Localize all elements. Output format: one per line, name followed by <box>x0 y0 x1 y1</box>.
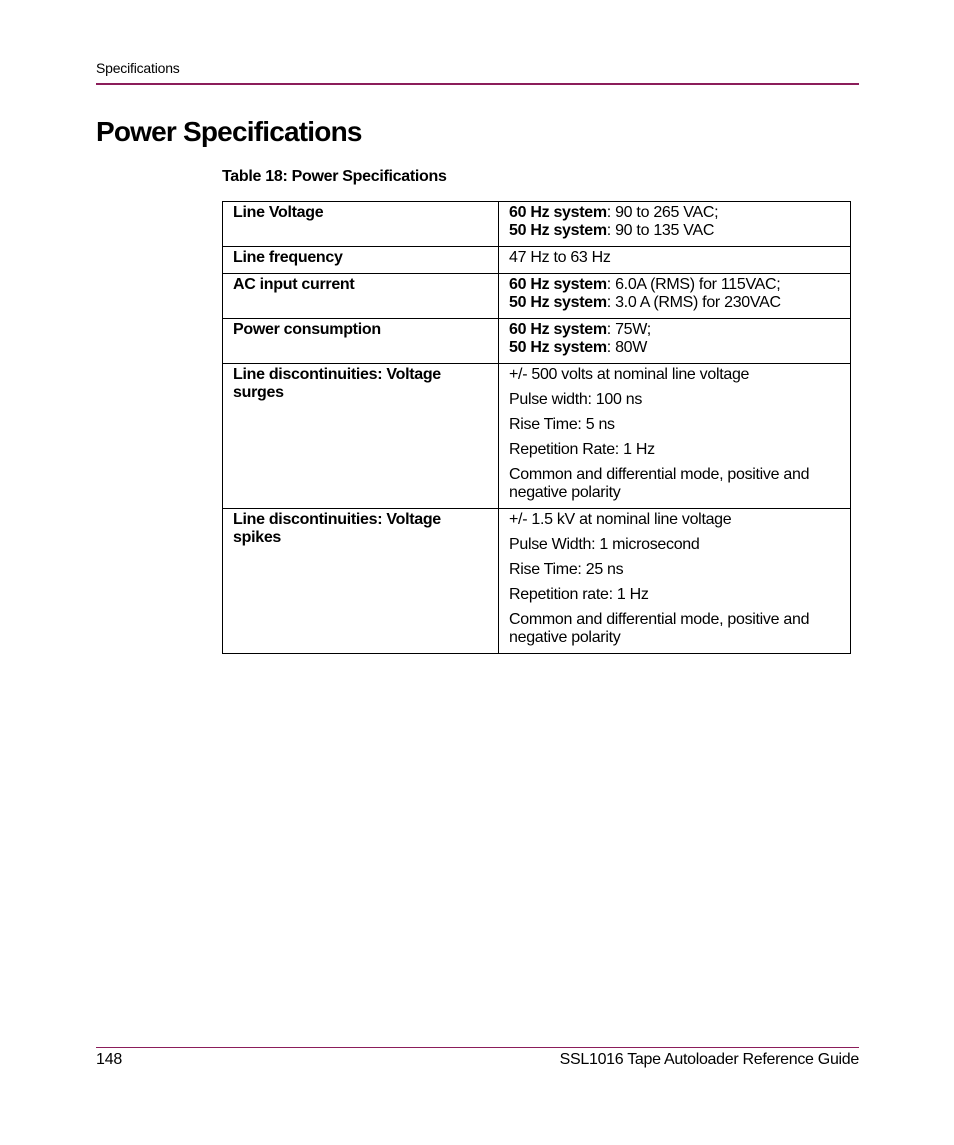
value-paragraph: Rise Time: 25 ns <box>509 561 624 578</box>
value-text: : 90 to 135 VAC <box>606 222 715 239</box>
running-head: Specifications <box>96 60 180 76</box>
value-label: 50 Hz system <box>509 222 607 239</box>
param-cell: Line Voltage <box>223 202 499 247</box>
value-paragraph: +/- 500 volts at nominal line voltage <box>509 366 750 383</box>
value-text: : 6.0A (RMS) for 115VAC; <box>606 276 781 293</box>
value-cell <box>499 247 851 274</box>
value-text: 47 Hz to 63 Hz <box>509 249 611 266</box>
value-paragraph: Repetition rate: 1 Hz <box>509 586 649 603</box>
value-paragraph: Rise Time: 5 ns <box>509 416 615 433</box>
page-title: Power Specifications <box>96 116 362 147</box>
table-row <box>223 509 851 654</box>
value-line <box>509 339 840 357</box>
param-cell: Line frequency <box>223 247 499 274</box>
value-text: : 90 to 265 VAC; <box>606 204 719 221</box>
value-line <box>509 204 840 222</box>
table-row <box>223 247 851 274</box>
guide-title: SSL1016 Tape Autoloader Reference Guide <box>559 1051 859 1068</box>
param-cell: Line discontinuities: Voltage spikes <box>223 509 499 654</box>
value-cell <box>499 364 851 509</box>
value-cell <box>499 202 851 247</box>
value-label: 50 Hz system <box>509 339 607 356</box>
table-row <box>223 364 851 509</box>
value-label: 60 Hz system <box>509 321 607 338</box>
param-cell: Power consumption <box>223 319 499 364</box>
param-cell: AC input current <box>223 274 499 319</box>
table-row <box>223 202 851 247</box>
value-paragraph: Repetition Rate: 1 Hz <box>509 441 655 458</box>
value-text: : 3.0 A (RMS) for 230VAC <box>606 294 781 311</box>
page-number: 148 <box>96 1051 123 1068</box>
power-spec-table <box>222 201 851 654</box>
value-text: : 75W; <box>606 321 651 338</box>
header-rule <box>96 83 859 85</box>
value-label: 60 Hz system <box>509 204 607 221</box>
value-paragraph: Pulse width: 100 ns <box>509 391 643 408</box>
value-line <box>509 276 840 294</box>
value-line <box>509 321 840 339</box>
value-paragraph: Common and differential mode, positive and negative polarity <box>509 611 810 646</box>
param-cell: Line discontinuities: Voltage surges <box>223 364 499 509</box>
value-paragraph: +/- 1.5 kV at nominal line voltage <box>509 511 732 528</box>
value-line <box>509 294 840 312</box>
value-paragraph: Pulse Width: 1 microsecond <box>509 536 700 553</box>
value-label: 50 Hz system <box>509 294 607 311</box>
value-cell <box>499 319 851 364</box>
value-paragraph: Common and differential mode, positive and negative polarity <box>509 466 810 501</box>
value-line <box>509 222 840 240</box>
footer-rule <box>96 1047 859 1048</box>
table-caption: Table 18: Power Specifications <box>222 168 447 185</box>
table-row <box>223 319 851 364</box>
value-label: 60 Hz system <box>509 276 607 293</box>
value-text: : 80W <box>606 339 648 356</box>
table-row <box>223 274 851 319</box>
value-cell <box>499 274 851 319</box>
value-cell <box>499 509 851 654</box>
